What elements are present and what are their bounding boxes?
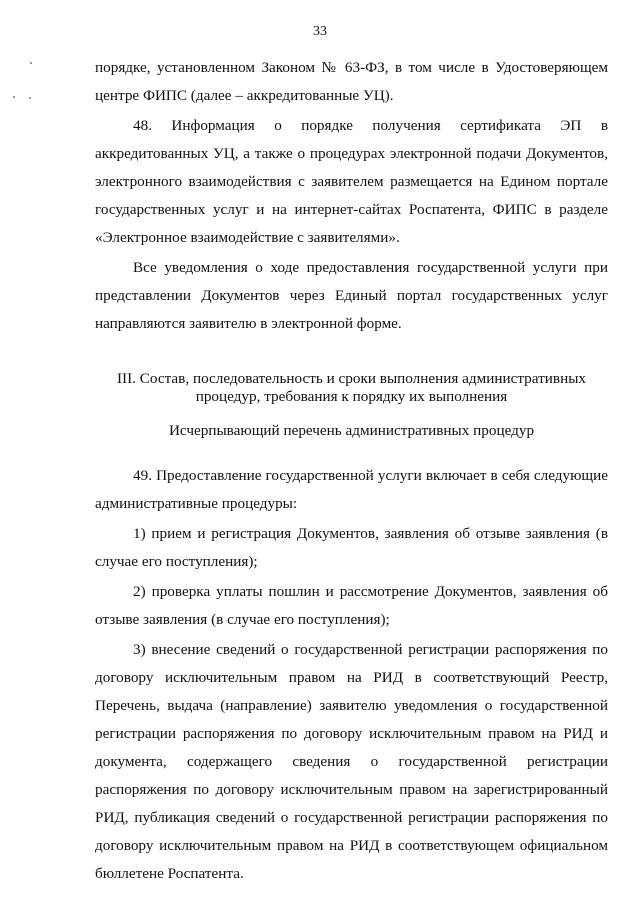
paragraph-continuation: порядке, установленном Законом № 63-ФЗ, в том числе в Удостоверяющем центре ФИПС (далее – аккредитованные УЦ). — [95, 59, 608, 104]
document-body — [95, 54, 608, 888]
section-heading: III. Состав, последовательность и сроки выполнения административных процедур, требования к порядку их выполнения — [117, 370, 586, 405]
scan-speck — [13, 96, 15, 98]
scan-speck — [29, 97, 31, 99]
paragraph-48: 48. Информация о порядке получения сертификата ЭП в аккредитованных УЦ, а также о процедурах электронной подачи Документов, электронного взаимодействия с заявителем размещается на Едином портале государственных услуг и на интернет-сайтах Роспатента, ФИПС в разделе «Электронное взаимодействие с заявителями». — [95, 117, 608, 246]
list-item-1: 1) прием и регистрация Документов, заявления об отзыве заявления (в случае его поступления); — [95, 525, 608, 570]
paragraph-49: 49. Предоставление государственной услуги включает в себя следующие административные процедуры: — [95, 467, 608, 512]
section-subheading: Исчерпывающий перечень административных процедур — [168, 422, 535, 439]
list-item-2: 2) проверка уплаты пошлин и рассмотрение Документов, заявления об отзыве заявления (в случае его поступления); — [95, 583, 608, 628]
list-item-3: 3) внесение сведений о государственной регистрации распоряжения по договору исключительным правом на РИД в соответствующий Реестр, Перечень, выдача (направление) заявителю уведомления о государственной регистрации распоряжения по договору исключительным правом на РИД и документа, содержащего сведения о государственной регистрации распоряжения по договору исключительным правом на зарегистрированный РИД, публикация сведений о государственной регистрации распоряжения по договору исключительным правом на РИД в соответствующем официальном бюллетене Роспатента. — [95, 641, 608, 882]
page-number: 33 — [313, 24, 327, 39]
paragraph-notifications: Все уведомления о ходе предоставления государственной услуги при представлении Документов через Единый портал государственных услуг направляются заявителю в электронной форме. — [95, 259, 608, 332]
scan-speck — [30, 62, 32, 64]
